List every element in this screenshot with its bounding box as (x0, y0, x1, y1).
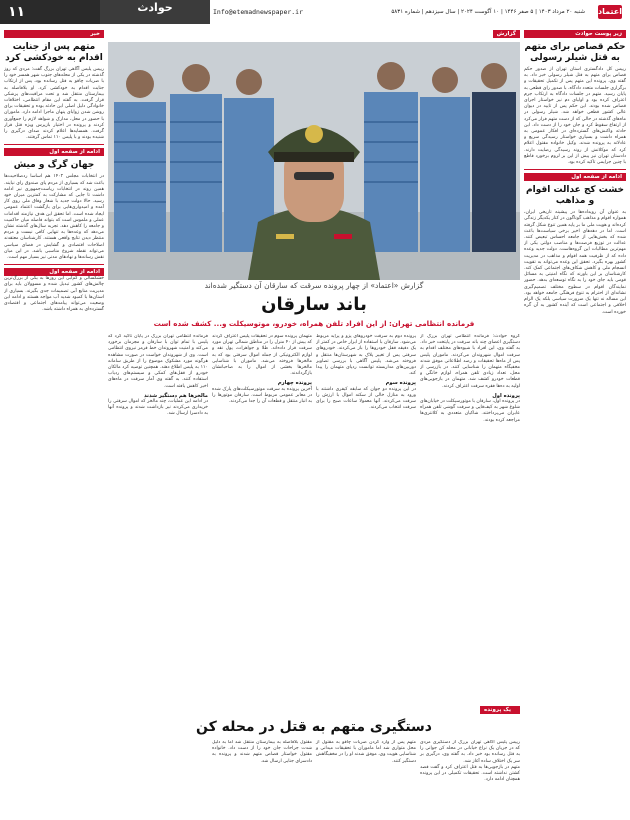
bottom-text: متهم پس از وارد کردن ضربات چاقو به مقتول از محل متواری شد اما ماموران با تحقیقات میدانی و شناسایی هویت وی، موفق شدند او را در مخفیگاهش دستگیر کنند. (316, 740, 416, 764)
email-link[interactable]: Info@etemadnewspaper.ir (213, 8, 304, 16)
article-subhead: پرونده چهارم (277, 380, 312, 387)
right-column (524, 30, 626, 818)
article-subhead: پرونده سوم (385, 380, 416, 387)
left-column (4, 30, 104, 818)
bottom-text: رییس پلیس آگاهی تهران بزرگ از دستگیری مردی که در جریان یک نزاع خیابانی در محله کن جوانی را به قتل رسانده بود خبر داد. به گفته وی، درگیری بر سر یک اختلاف ساده آغاز شد. (420, 740, 520, 764)
right-title-2: خشت کج عدالت اقوام و مذاهب (526, 185, 624, 207)
date-line: شنبه ۲۰ مرداد ۱۴۰۳ | ۵ صفر ۱۴۴۶ | ۱۰ آگوست ۲۰۲۴ | سال سیزدهم | شماره ۵۸۳۱ (391, 9, 585, 15)
left-body-3: خشکسالی و کم‌آبی این روزها به یکی از بزرگ‌ترین چالش‌های کشور تبدیل شده و مسوولان باید برای مدیریت منابع آبی تصمیمات جدی بگیرند. بسیاری از استان‌ها با کمبود شدید آب مواجه هستند و ادامه این وضعیت می‌تواند پیامدهای اجتماعی و اقتصادی گسترده‌ای به همراه داشته باشد. (4, 276, 104, 313)
article-text: گروه حوادث: فرمانده انتظامی تهران بزرگ از دستگیری اعضای چند باند سرقت در پایتخت خبر داد. به گفته وی، این افراد با شیوه‌های مختلف اقدام به سرقت اموال شهروندان می‌کردند. ماموران پلیس پس از ماه‌ها تحقیقات و رصد اطلاعاتی موفق شدند مخفیگاه متهمان را شناسایی کنند. در بازرسی از محل، تعداد زیادی تلفن همراه، لوازم خانگی و قطعات خودرو کشف شد. متهمان در بازجویی‌های اولیه به ده‌ها فقره سرقت اعتراف کردند. (420, 334, 520, 389)
article-text: متهمان پرونده سوم در تحقیقات پلیس اعتراف کردند که بیش از ۴۰ منزل را در مناطق شمالی تهران مورد سرقت قرار داده‌اند. طلا و جواهرات، پول نقد و لوازم الکترونیکی از جمله اموال سرقتی بود که به مالخرها فروخته می‌شد. ماموران با شناسایی مالخرها بخشی از اموال را به صاحبانشان بازگرداندند. (212, 334, 312, 377)
left-body: رییس پلیس آگاهی تهران بزرگ گفت: مردی که روز گذشته در یکی از محله‌های جنوب شهر همسر خود را با ضربات چاقو به قتل رسانده بود، پس از ارتکاب جنایت اقدام به خودکشی کرد. او بلافاصله به بیمارستان منتقل شد و تحت مراقبت‌های پزشکی قرار گرفت. به گفته این مقام انتظامی، اختلافات خانوادگی دلیل اصلی این حادثه بوده و تحقیقات برای روشن شدن زوایای پنهان ماجرا ادامه دارد. ماموران با حضور در محل، مدارک و شواهد لازم را جمع‌آوری کردند و پرونده در اختیار بازپرس ویژه قتل قرار گرفت. همسایه‌ها اعلام کردند صدای درگیری را شنیده بودند و با پلیس ۱۱۰ تماس گرفتند. (4, 67, 104, 141)
bottom-article (108, 740, 520, 818)
main-headline: باند سارقان (261, 294, 367, 315)
bottom-text: مقتول بلافاصله به بیمارستان منتقل شد اما به دلیل شدت جراحات جان خود را از دست داد. خانواده مقتول خواستار قصاص متهم شدند و پرونده به دادسرای جنایی ارسال شد. (212, 740, 312, 764)
bottom-label-box (480, 706, 520, 714)
divider (4, 144, 104, 145)
article-subhead: پرونده اول (492, 392, 520, 399)
left-body-2: در انتخابات مجلس ۱۴۰۲ هم اساسا ردصلاحیت‌ها باعث شد که بسیاری از مردم پای صندوق رای نیایند. همین روند در انتخابات ریاست‌جمهوری نیز ادامه داشت تا جایی که مشارکت به کمترین میزان خود رسید. حالا دولت جدید با شعار وفاق ملی روی کار آمده و امیدواری‌هایی برای بازگشت اعتماد عمومی ایجاد شده است. اما تحقق این هدف نیازمند اقدامات عملی و ملموس است که بتواند فاصله میان حاکمیت و جامعه را کاهش دهد. تجربه سال‌های گذشته نشان می‌دهد که وعده‌ها به تنهایی کافی نیست و مردم منتظر دیدن نتایج واقعی هستند. کارشناسان معتقدند اصلاحات اقتصادی و گشایش در فضای سیاسی می‌تواند نقطه شروع مناسبی باشد. در این میان نقش رسانه‌ها و نهادهای مدنی نیز بسیار مهم است. (4, 174, 104, 261)
page-number-box (0, 0, 100, 24)
article-text: در این پرونده دو جوان که سابقه کیفری داشتند با ورود به منازل خالی از سکنه اموال با ارزش را سرقت می‌کردند. آنها معمولا ساعات صبح را برای سرقت انتخاب می‌کردند. (316, 386, 416, 411)
article-text: در پرونده اول، سارقان با موتورسیکلت در خیابان‌های شلوغ شهر به کیف‌قاپی و سرقت گوشی تلفن همراه عابران می‌پرداختند. شاکیان متعددی به کلانتری‌ها مراجعه کرده بودند. (420, 399, 520, 423)
bottom-label: یک پرونده (480, 706, 520, 714)
center-label-bar (108, 30, 520, 39)
right-label: زیر پوست حوادث (524, 30, 626, 38)
newspaper-logo: اعتماد (598, 5, 622, 19)
divider (524, 169, 626, 170)
right-title: حکم قصاص برای متهم به قتل شیلر رسولی (524, 42, 626, 63)
right-label-2: ادامه از صفحه اول (524, 173, 626, 181)
article-subhead: مالخرها هم دستگیر شدند (144, 392, 208, 399)
page-header (0, 0, 630, 24)
article-column-4 (108, 334, 208, 704)
left-label-3: ادامه از صفحه اول (4, 268, 104, 276)
article-text: در ادامه این عملیات، چند مالخر که اموال سرقتی را خریداری می‌کردند نیز بازداشت شدند و پرونده آنها به دادسرا ارسال شد. (108, 399, 208, 417)
article-text: فرمانده انتظامی تهران بزرگ در پایان تاکید کرد که پلیس با تمام توان با سارقان و مجرمان برخورد می‌کند و امنیت شهروندان خط قرمز نیروی انتظامی است. وی از شهروندان خواست در صورت مشاهده هرگونه مورد مشکوک موضوع را از طریق سامانه ۱۱۰ به پلیس اطلاع دهند. همچنین توصیه کرد مالکان خودرو از قفل‌های کمکی و سیستم‌های ردیاب استفاده کنند. به گفته وی آمار سرقت در ماه‌های اخیر کاهش یافته است. (108, 334, 208, 389)
bottom-text: متهم در بازجویی‌ها به قتل اعتراف کرد و گفت قصد کشتن نداشته است. تحقیقات تکمیلی در این پرونده همچنان ادامه دارد. (420, 764, 520, 783)
left-title: متهم پس از جنایت اقدام به خودکشی کرد (5, 42, 103, 63)
divider (4, 264, 104, 265)
bottom-headline: دستگیری متهم به قتل در محله کن (196, 719, 432, 735)
article-column-3 (212, 334, 312, 704)
section-box (100, 0, 210, 24)
headline-kicker: گزارش «اعتماد» از چهار پرونده سرقت که سارقان آن دستگیر شده‌اند (204, 281, 424, 290)
headline-deck: فرمانده انتظامی تهران: از این افراد تلفن همراه، خودرو، موتوسیکلت و... کشف شده است (153, 319, 475, 328)
article-column-2 (316, 334, 416, 704)
left-label: خبر (4, 30, 104, 38)
left-title-2: جهان گرگ و میش (13, 160, 95, 171)
main-photo (108, 42, 520, 280)
arrested-suspects-photo (108, 42, 520, 280)
section-title: حوادث (137, 1, 173, 14)
article-column-1 (420, 334, 520, 704)
left-label-2: ادامه از صفحه اول (4, 148, 104, 156)
center-label: گزارش (493, 30, 520, 38)
right-body-2: به عنوان آن رویداده‌ها در پیشینه تاریخی ایران، همواره اقوام و مذاهب گوناگون در کنار یکدیگر زندگی کرده‌اند و هویت ملی ما بر پایه همین تنوع شکل گرفته است. اما در دهه‌های اخیر برخی سیاست‌ها باعث شده که بخش‌هایی از جامعه احساس تبعیض کنند. عدالت در توزیع فرصت‌ها و مناصب دولتی یکی از مهم‌ترین مطالبات این گروه‌هاست. دولت جدید وعده داده که از ظرفیت همه اقوام و مذاهب در مدیریت کشور بهره بگیرد. تحقق این وعده می‌تواند به تقویت انسجام ملی و کاهش شکاف‌های اجتماعی کمک کند. کارشناسان بر این باورند که نگاه امنیتی به مسائل قومی باید جای خود را به نگاه توسعه‌ای بدهد. حضور نمایندگان اقوام در سطوح مختلف تصمیم‌گیری نشانه‌ای از احترام به تنوع فرهنگی جامعه خواهد بود. این مساله نه تنها یک ضرورت سیاسی بلکه یک الزام اخلاقی و اجتماعی است که آینده کشور به آن گره خورده است. (524, 210, 626, 315)
page-number: ۱۱ (8, 4, 26, 20)
right-body: رییس کل دادگستری استان تهران از صدور حکم قصاص برای متهم به قتل شیلر رسولی خبر داد. به گفته وی، پرونده این متهم پس از تکمیل تحقیقات و برگزاری جلسات متعدد دادگاه، با صدور رای قطعی به پایان رسید. متهم در جلسات دادگاه به ارتکاب جرم اعتراف کرده بود و اولیای دم نیز خواستار اجرای قصاص شده بودند. این حکم پس از تایید در دیوان عالی کشور قطعی خواهد شد. شیلر رسولی در ماه‌های گذشته در حالی که از دست متهم فرار می‌کرد از ارتفاع سقوط کرد و جان خود را از دست داد. این حادثه واکنش‌های گسترده‌ای در افکار عمومی به همراه داشت و بسیاری خواستار رسیدگی سریع و عادلانه به پرونده شدند. وکیل خانواده مقتول اعلام کرد که موکلانش از روند رسیدگی رضایت دارند. دادستان تهران نیز پیش از این بر لزوم برخورد قاطع با چنین جرایمی تاکید کرده بود. (524, 67, 626, 166)
article-text: آخرین پرونده به سرقت موتورسیکلت‌های پارک شده در معابر عمومی مربوط است. سارقان موتورها را به انبار منتقل و قطعات آن را جدا می‌کردند. (212, 386, 312, 405)
article-text: پرونده دوم به سرقت خودروهای پژو و پراید مربوط می‌شود. سارقان با استفاده از ابزار خاص در کمتر از یک دقیقه قفل خودروها را باز می‌کردند. خودروهای سرقتی پس از تغییر پلاک به شهرستان‌ها منتقل و فروخته می‌شد. پلیس آگاهی با بررسی تصاویر دوربین‌های مداربسته توانست ردپای متهمان را پیدا کند. (316, 334, 416, 377)
